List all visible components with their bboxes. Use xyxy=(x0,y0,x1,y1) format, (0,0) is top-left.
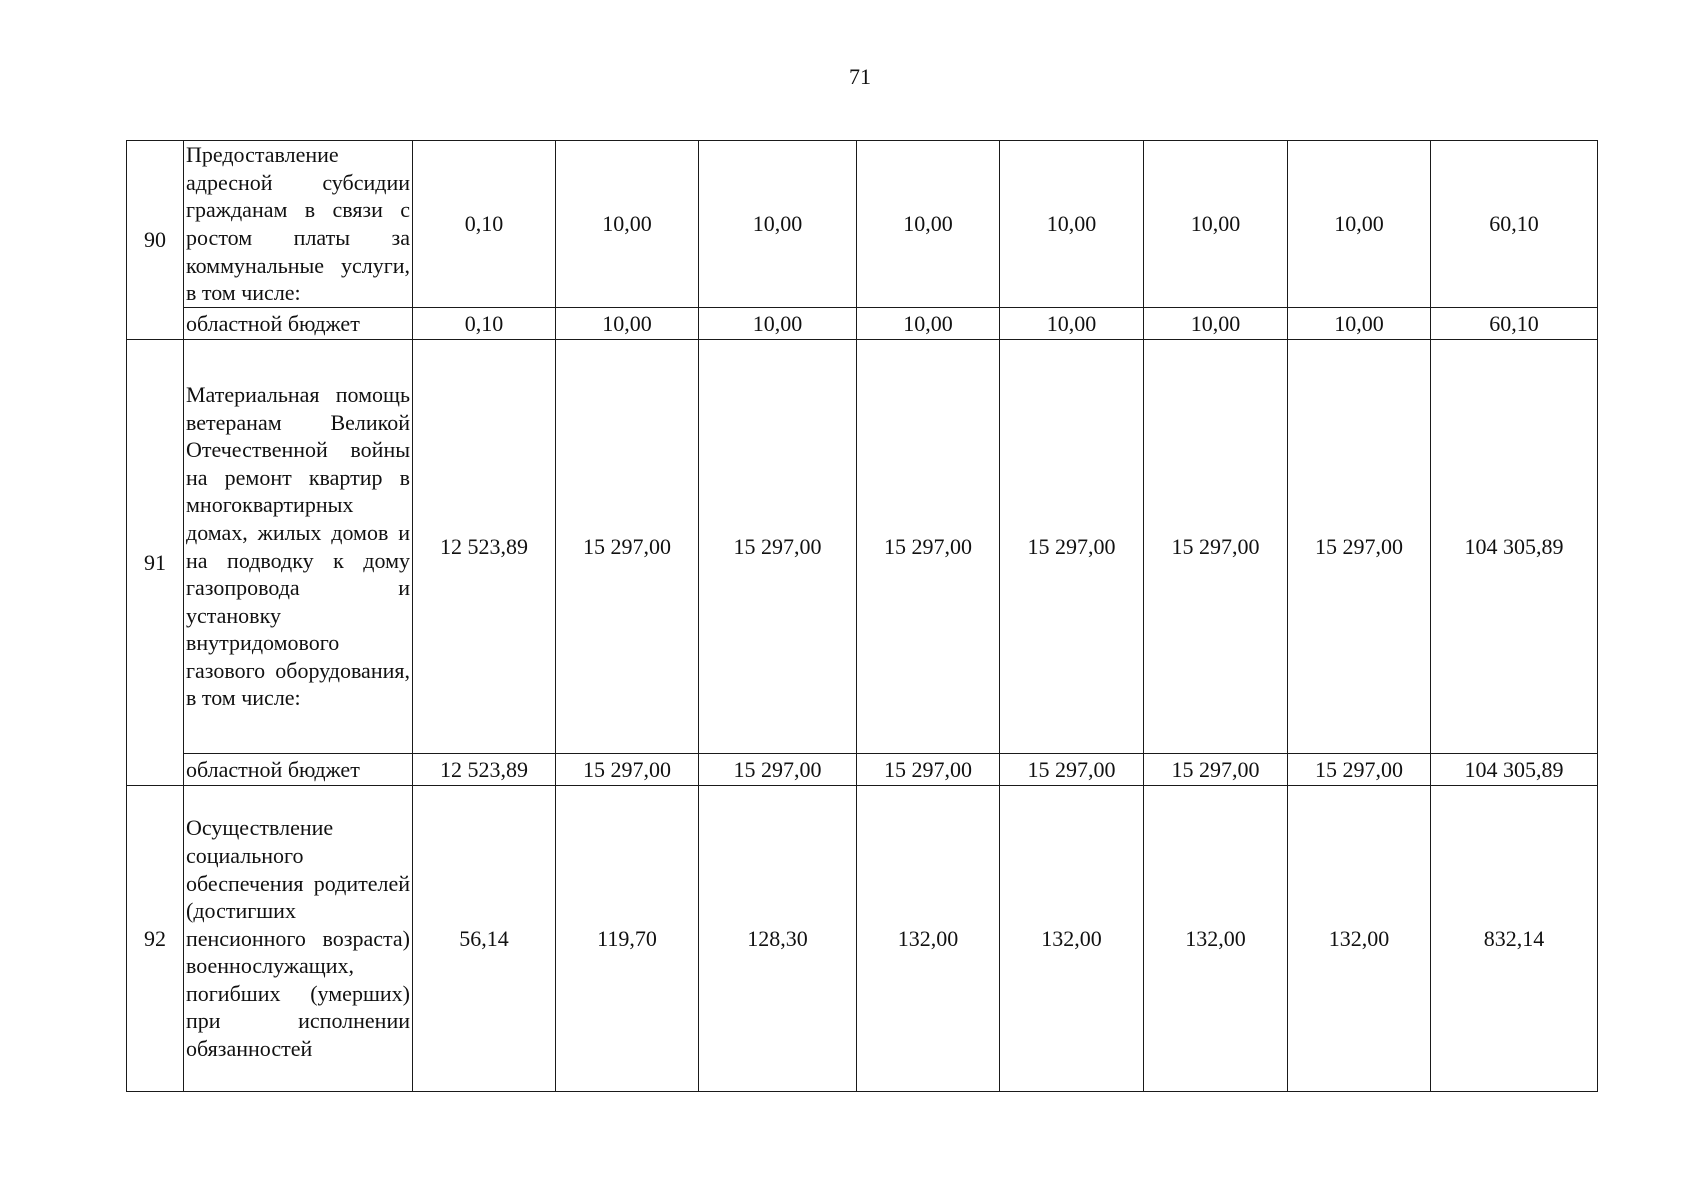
value-cell: 12 523,89 xyxy=(413,340,556,754)
value-cell: 132,00 xyxy=(1288,786,1431,1092)
value-cell: 10,00 xyxy=(699,141,857,308)
table-row xyxy=(127,786,1598,1092)
value-cell: 10,00 xyxy=(1288,308,1431,340)
total-cell: 832,14 xyxy=(1431,786,1598,1092)
row-number: 92 xyxy=(127,786,184,1092)
value-cell: 10,00 xyxy=(1144,308,1288,340)
value-cell: 132,00 xyxy=(1000,786,1144,1092)
value-cell: 10,00 xyxy=(1000,308,1144,340)
row-number: 90 xyxy=(127,141,184,340)
value-cell: 15 297,00 xyxy=(1000,754,1144,786)
subrow-label: областной бюджет xyxy=(184,754,413,786)
value-cell: 15 297,00 xyxy=(1144,340,1288,754)
page-number: 71 xyxy=(849,64,871,89)
total-cell: 104 305,89 xyxy=(1431,754,1598,786)
value-cell: 10,00 xyxy=(1288,141,1431,308)
value-cell: 132,00 xyxy=(857,786,1000,1092)
value-cell: 15 297,00 xyxy=(1288,754,1431,786)
total-cell: 104 305,89 xyxy=(1431,340,1598,754)
value-cell: 15 297,00 xyxy=(1144,754,1288,786)
row-description: Осуществление социального обеспечения родителей (достигших пенсионного возраста) военнослужащих, погибших (умерших) при исполнении обязанностей xyxy=(184,786,413,1092)
value-cell: 10,00 xyxy=(857,308,1000,340)
value-cell: 10,00 xyxy=(1144,141,1288,308)
value-cell: 119,70 xyxy=(556,786,699,1092)
value-cell: 12 523,89 xyxy=(413,754,556,786)
value-cell: 132,00 xyxy=(1144,786,1288,1092)
value-cell: 10,00 xyxy=(556,308,699,340)
value-cell: 10,00 xyxy=(857,141,1000,308)
value-cell: 10,00 xyxy=(699,308,857,340)
value-cell: 128,30 xyxy=(699,786,857,1092)
subrow-label: областной бюджет xyxy=(184,308,413,340)
value-cell: 0,10 xyxy=(413,141,556,308)
budget-table xyxy=(126,140,1598,1092)
table-row xyxy=(127,340,1598,754)
value-cell: 15 297,00 xyxy=(699,340,857,754)
row-number: 91 xyxy=(127,340,184,786)
row-description: Материальная помощь ветеранам Великой Отечественной войны на ремонт квартир в многоквартирных домах, жилых домов и на подводку к дому газопровода и установку внутридомового газового оборудования, в том числе: xyxy=(184,340,413,754)
value-cell: 15 297,00 xyxy=(556,754,699,786)
value-cell: 15 297,00 xyxy=(556,340,699,754)
value-cell: 15 297,00 xyxy=(1288,340,1431,754)
value-cell: 15 297,00 xyxy=(857,340,1000,754)
value-cell: 15 297,00 xyxy=(699,754,857,786)
table-subrow xyxy=(127,308,1598,340)
table-row xyxy=(127,141,1598,308)
value-cell: 10,00 xyxy=(556,141,699,308)
table-subrow xyxy=(127,754,1598,786)
value-cell: 0,10 xyxy=(413,308,556,340)
value-cell: 15 297,00 xyxy=(857,754,1000,786)
row-description: Предоставление адресной субсидии гражданам в связи с ростом платы за коммунальные услуги, в том числе: xyxy=(184,141,413,308)
total-cell: 60,10 xyxy=(1431,308,1598,340)
value-cell: 56,14 xyxy=(413,786,556,1092)
value-cell: 15 297,00 xyxy=(1000,340,1144,754)
total-cell: 60,10 xyxy=(1431,141,1598,308)
value-cell: 10,00 xyxy=(1000,141,1144,308)
